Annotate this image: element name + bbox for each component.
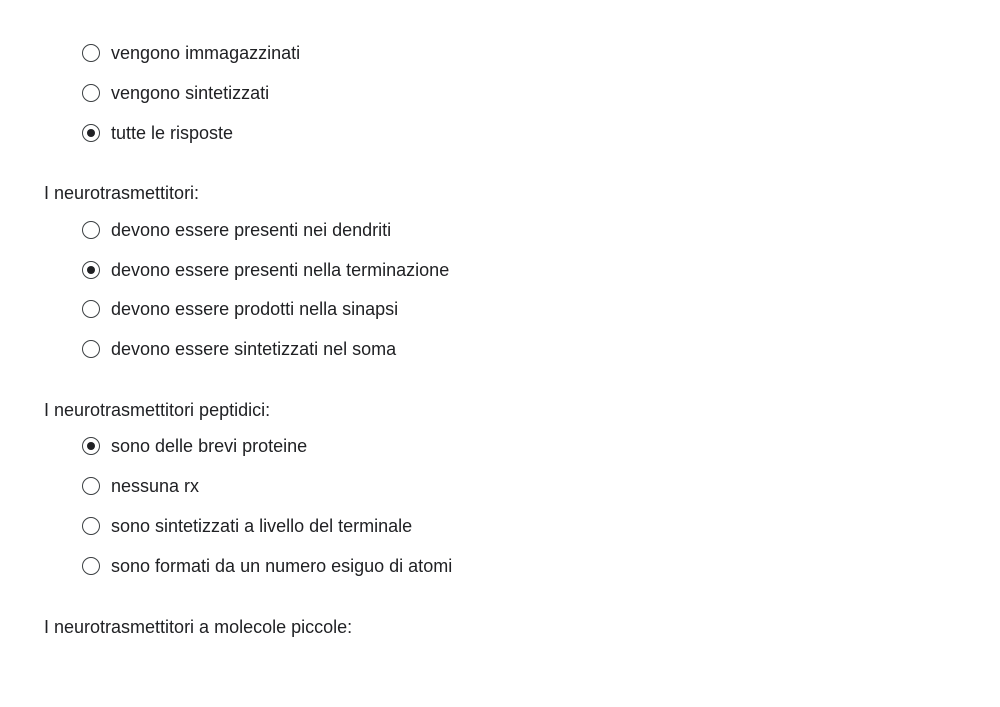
radio-button[interactable]: [82, 84, 100, 102]
radio-button-selected[interactable]: [82, 261, 100, 279]
answer-label: vengono sintetizzati: [111, 83, 270, 103]
answer-option[interactable]: [82, 297, 398, 321]
answer-label: sono delle brevi proteine: [111, 436, 308, 456]
answer-label: sono sintetizzati a livello del terminale: [111, 516, 413, 536]
answer-label: nessuna rx: [111, 476, 200, 496]
radio-button[interactable]: [82, 557, 100, 575]
radio-button[interactable]: [82, 300, 100, 318]
answer-option[interactable]: [82, 81, 269, 105]
answer-option[interactable]: [82, 258, 449, 282]
answer-option[interactable]: [82, 514, 412, 538]
answer-label: devono essere prodotti nella sinapsi: [111, 299, 399, 319]
answer-option[interactable]: [82, 121, 233, 145]
radio-button-selected[interactable]: [82, 437, 100, 455]
answer-label: vengono immagazzinati: [111, 43, 301, 63]
radio-button[interactable]: [82, 44, 100, 62]
answer-option[interactable]: [82, 554, 452, 578]
answer-label: devono essere sintetizzati nel soma: [111, 339, 397, 359]
answer-option[interactable]: [82, 218, 391, 242]
answer-option[interactable]: [82, 41, 300, 65]
answer-option[interactable]: [82, 337, 396, 361]
answer-option[interactable]: [82, 474, 199, 498]
answer-label: sono formati da un numero esiguo di atomi: [111, 556, 453, 576]
radio-button[interactable]: [82, 477, 100, 495]
radio-button[interactable]: [82, 221, 100, 239]
radio-button[interactable]: [82, 340, 100, 358]
answer-option[interactable]: [82, 434, 307, 458]
question-title: I neurotrasmettitori a molecole piccole:: [44, 617, 353, 637]
question-title: I neurotrasmettitori peptidici:: [44, 400, 271, 420]
answer-label: devono essere presenti nei dendriti: [111, 220, 392, 240]
radio-button-selected[interactable]: [82, 124, 100, 142]
answer-label: tutte le risposte: [111, 123, 234, 143]
answer-label: devono essere presenti nella terminazione: [111, 260, 450, 280]
radio-button[interactable]: [82, 517, 100, 535]
question-title: I neurotrasmettitori:: [44, 183, 200, 203]
